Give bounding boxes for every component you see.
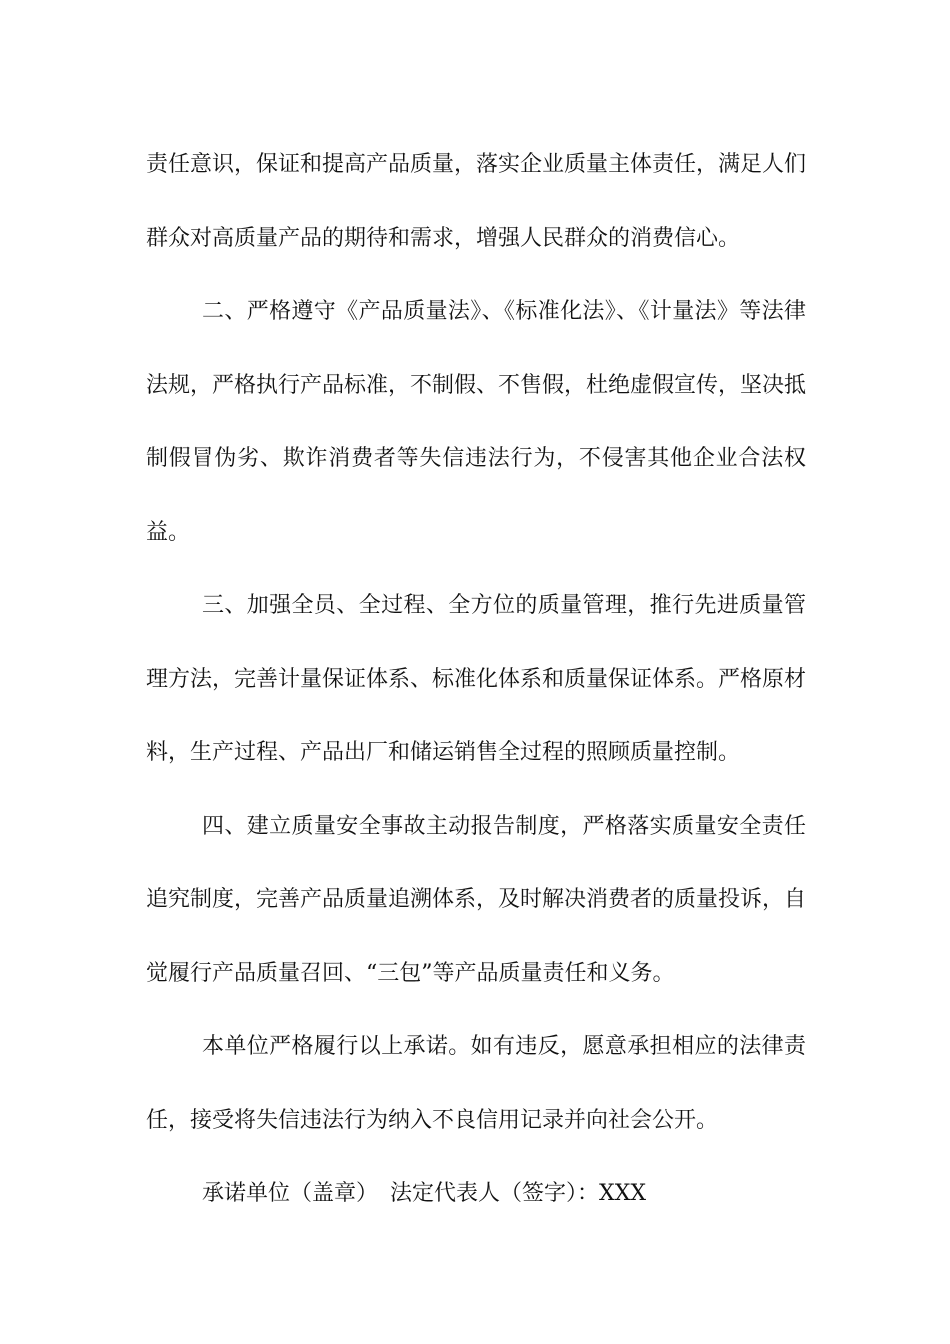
signature-line	[146, 1157, 806, 1231]
commitment-unit-label: 承诺单位（盖章）	[202, 1181, 379, 1206]
paragraph-item-three: 三、加强全员、全过程、全方位的质量管理，推行先进质量管理方法，完善计量保证体系、标准化体系和质量保证体系。严格原材料，生产过程、产品出厂和储运销售全过程的照顾质量控制。	[146, 593, 807, 765]
legal-representative-value: XXX	[599, 1181, 647, 1206]
paragraph-item-four: 四、建立质量安全事故主动报告制度，严格落实质量安全责任追究制度，完善产品质量追溯体系，及时解决消费者的质量投诉，自觉履行产品质量召回、“三包”等产品质量责任和义务。	[146, 813, 807, 986]
paragraph-item-two: 二、严格遵守《产品质量法》、《标准化法》、《计量法》等法律法规，严格执行产品标准，不制假、不售假，杜绝虚假宣传，坚决抵制假冒伪劣、欺诈消费者等失信违法行为，不侵害其他企业合法权益。	[146, 299, 807, 545]
paragraph-continuation: 责任意识，保证和提高产品质量，落实企业质量主体责任，满足人们群众对高质量产品的期待和需求，增强人民群众的消费信心。	[146, 152, 807, 251]
legal-representative-label: 法定代表人（签字）：	[390, 1181, 600, 1206]
document-body	[146, 128, 806, 1231]
paragraph-commitment: 本单位严格履行以上承诺。如有违反，愿意承担相应的法律责任，接受将失信违法行为纳入不良信用记录并向社会公开。	[146, 1034, 806, 1133]
